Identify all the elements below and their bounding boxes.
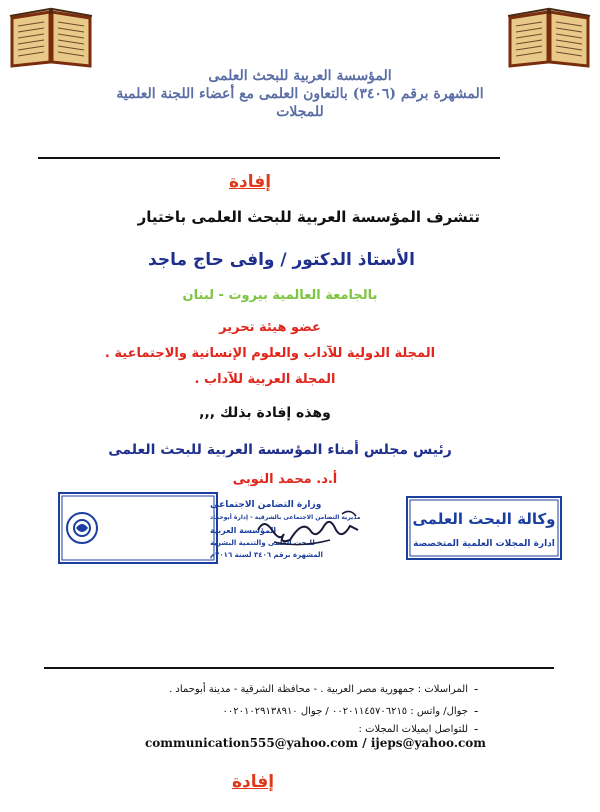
seal-line: للبحث العلمى والتنمية البشرية <box>210 539 315 547</box>
role-title: عضو هيئة تحرير <box>219 320 321 335</box>
open-book-icon <box>8 4 94 70</box>
journals-line: للمجلات <box>276 104 324 120</box>
registration-line: المشهرة برقم (٣٤٠٦) بالتعاون العلمى مع أعضاء اللجنة العلمية <box>116 86 484 102</box>
list-bullet: - <box>474 704 479 718</box>
emails-label: للتواصل ايميلات المجلات : <box>358 724 468 735</box>
organization-name: المؤسسة العربية للبحث العلمى <box>208 68 392 84</box>
seal-line: مديرية التضامن الاجتماعى بالشرقية - إدارة أبوحماد <box>210 514 361 521</box>
certificate-title: إفادة <box>228 172 272 192</box>
honor-statement: تتشرف المؤسسة العربية للبحث العلمى باختيار <box>137 208 480 226</box>
university-name: بالجامعة العالمية بيروت - لبنان <box>182 288 378 303</box>
closing-statement: وهذه إفادة بذلك ,,, <box>199 405 331 421</box>
seal-line: المشهرة برقم ٣٤٠٦ لسنة ٢٠١٦م <box>210 551 323 559</box>
professor-name: الأستاذ الدكتور / وافى حاج ماجد <box>148 250 415 270</box>
footer-divider <box>44 667 554 669</box>
official-seal-stamp <box>58 492 361 564</box>
seal-line: وزارة التضامن الاجتماعى <box>210 500 322 510</box>
journal-name: المجلة الدولية للآداب والعلوم الإنسانية والاجتماعية . <box>104 346 436 361</box>
phone-line: جوال/ واتس : ٠٠٢٠١١٤٥٧٠٦٢١٥ / جوال ٠٠٢٠١٠٢٩١٣٨٩١٠ <box>222 706 468 717</box>
list-bullet: - <box>474 682 479 696</box>
department-stamp <box>406 496 562 560</box>
chairman-title: رئيس مجلس أمناء المؤسسة العربية للبحث العلمى <box>108 442 452 458</box>
certificate-title-footer: إفادة <box>231 772 275 792</box>
email-addresses[interactable]: communication555@yahoo.com / ijeps@yahoo.com <box>145 736 487 750</box>
chairman-name: أ.د. محمد النوبى <box>232 472 338 487</box>
handwritten-signature <box>250 500 380 556</box>
open-book-icon <box>506 4 592 70</box>
stamp-line: ادارة المجلات العلمية المتخصصة <box>413 539 555 549</box>
header-divider <box>38 157 500 159</box>
journal-name: المجلة العربية للآداب . <box>194 372 336 387</box>
list-bullet: - <box>474 722 479 736</box>
address-line: المراسلات : جمهورية مصر العربية . - محافظة الشرقية - مدينة أبوحماد . <box>169 684 468 695</box>
stamp-line: وكالة البحث العلمى <box>412 510 556 528</box>
seal-line: المؤسسة العربية <box>210 526 277 535</box>
